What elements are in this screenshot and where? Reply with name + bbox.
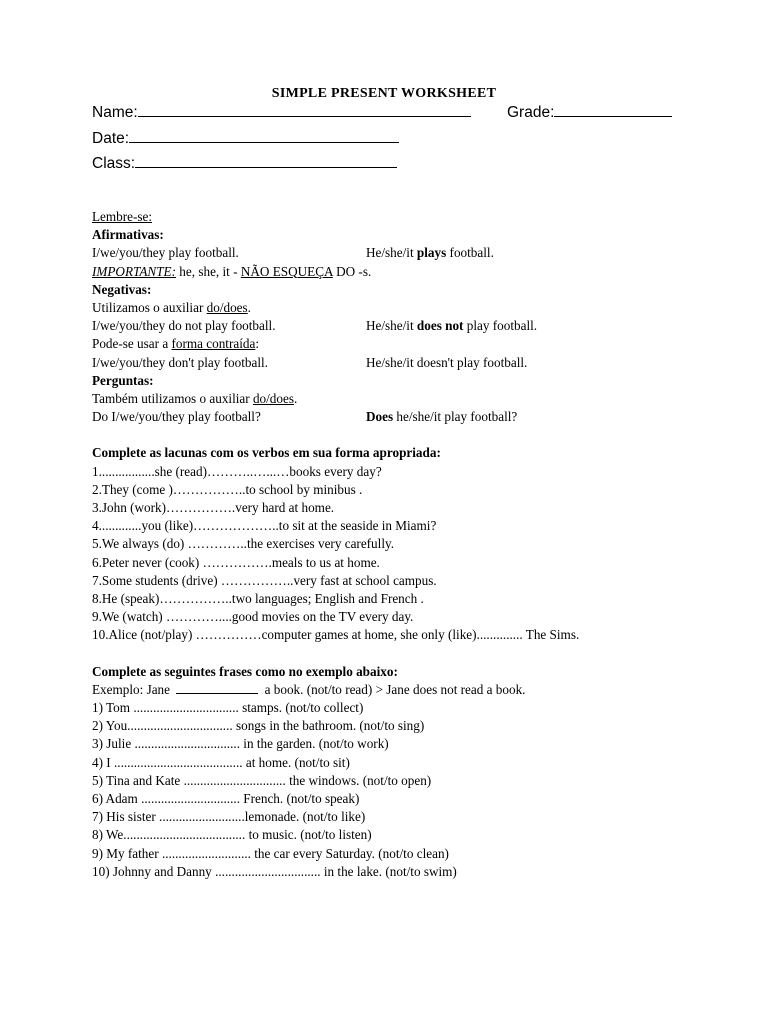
exercise2-item: 6) Adam .............................. French. (not/to speak): [92, 791, 360, 806]
question-plural-example: Do I/we/you/they play football?: [92, 409, 261, 425]
exercise2-list: [92, 699, 732, 881]
name-blank: [138, 102, 471, 117]
contraction-note: Pode-se usar a forma contraída:: [92, 336, 259, 352]
question-auxiliary-note: Também utilizamos o auxiliar do/does.: [92, 390, 298, 406]
importante-note: IMPORTANTE: he, she, it - NÃO ESQUEÇA DO -s.: [92, 263, 372, 279]
grade-label: Grade:: [507, 104, 555, 121]
contraction-singular-example: He/she/it doesn't play football.: [366, 354, 528, 370]
exercise1-item: 5.We always (do) …………..the exercises very carefully.: [92, 536, 395, 552]
exercise2-item: 9) My father ........................... the car every Saturday. (not/to clean): [92, 845, 449, 861]
question-example-row: [92, 408, 732, 426]
exercise1-item: 3.John (work)…………….very hard at home.: [92, 500, 335, 515]
grade-field: [507, 102, 672, 122]
perguntas-heading: Perguntas:: [92, 372, 154, 388]
exercise1-item: 10.Alice (not/play) ……………computer games at home, she only (like).............. The Sims.: [92, 627, 580, 643]
worksheet-body: [92, 208, 732, 881]
exercise1-item: 4.............you (like)………………..to sit at the seaside in Miami?: [92, 518, 437, 534]
exercise2-item: 10) Johnny and Danny ................................ in the lake. (not/to swim): [92, 863, 457, 879]
name-field: [92, 102, 471, 122]
afirmativas-heading: Afirmativas:: [92, 227, 164, 243]
negative-singular-example: He/she/it does not play football.: [366, 318, 538, 334]
question-singular-example: Does he/she/it play football?: [366, 409, 518, 425]
negativas-heading: Negativas:: [92, 281, 152, 297]
affirmative-singular-example: He/she/it plays football.: [366, 245, 494, 261]
exercise2-item: 2) You................................ songs in the bathroom. (not/to sing): [92, 718, 425, 734]
spacer: [92, 426, 732, 444]
negative-auxiliary-note: Utilizamos o auxiliar do/does.: [92, 299, 251, 315]
exercise2-item: 7) His sister ..........................lemonade. (not/to like): [92, 809, 366, 825]
exercise1-item: 2.They (come )……………..to school by minibus .: [92, 481, 363, 497]
exercise1-item: 9.We (watch) …………....good movies on the TV every day.: [92, 609, 414, 625]
exercise2-item: 4) I ....................................... at home. (not/to sit): [92, 754, 350, 770]
exercise1-list: [92, 463, 732, 645]
class-field: [92, 153, 397, 173]
exercise1-item: 1.................she (read)………..…...…books every day?: [92, 463, 382, 479]
affirmative-example-row: [92, 244, 732, 262]
exercise2-item: 1) Tom ................................ stamps. (not/to collect): [92, 700, 364, 716]
worksheet-title: SIMPLE PRESENT WORKSHEET: [271, 86, 497, 101]
affirmative-plural-example: I/we/you/they play football.: [92, 245, 239, 261]
class-label: Class:: [92, 155, 136, 172]
exercise2-example: Exemplo: Jane a book. (not/to read) > Jane does not read a book.: [92, 681, 526, 697]
exercise1-item: 7.Some students (drive) ……………..very fast at school campus.: [92, 572, 437, 588]
exercise1-item: 6.Peter never (cook) …………….meals to us at home.: [92, 554, 380, 570]
exercise2-instruction: Complete as seguintes frases como no exemplo abaixo:: [92, 663, 398, 679]
exercise1-item: 8.He (speak)……………..two languages; English and French .: [92, 590, 424, 606]
example-blank: [176, 681, 258, 694]
grade-blank: [554, 102, 672, 117]
contraction-example-row: [92, 354, 732, 372]
date-blank: [129, 128, 399, 143]
name-label: Name:: [92, 104, 138, 121]
exercise2-item: 3) Julie ................................ in the garden. (not/to work): [92, 736, 389, 752]
exercise2-item: 8) We..................................... to music. (not/to listen): [92, 827, 372, 843]
date-field: [92, 128, 399, 148]
exercise1-instruction: Complete as lacunas com os verbos em sua forma apropriada:: [92, 445, 441, 461]
contraction-plural-example: I/we/you/they don't play football.: [92, 354, 268, 370]
date-label: Date:: [92, 130, 130, 147]
negative-example-row: [92, 317, 732, 335]
class-blank: [135, 153, 397, 168]
spacer: [92, 645, 732, 663]
negative-plural-example: I/we/you/they do not play football.: [92, 318, 276, 334]
lembre-heading: Lembre-se:: [92, 209, 153, 224]
exercise2-item: 5) Tina and Kate ............................... the windows. (not/to open): [92, 772, 432, 788]
